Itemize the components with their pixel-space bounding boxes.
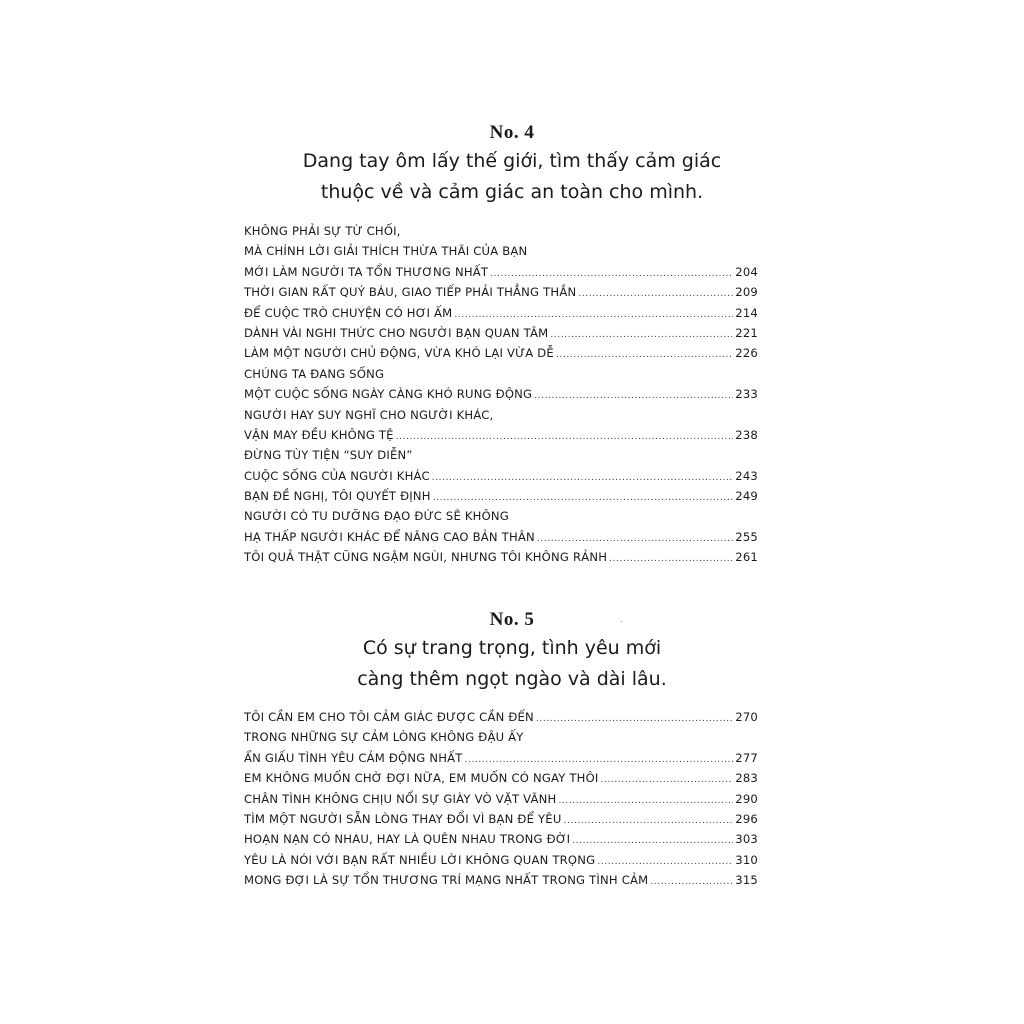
dot-leader — [396, 432, 734, 442]
dot-leader — [536, 714, 733, 724]
toc-entry — [244, 367, 758, 387]
toc-entry — [244, 730, 758, 750]
toc-entry-title: TÌM MỘT NGƯỜI SẴN LÒNG THAY ĐỔI VÌ BẠN ĐỂ YÊU — [244, 811, 562, 826]
toc-entry — [244, 550, 758, 570]
toc-entry-page-number: 249 — [735, 489, 758, 504]
dot-leader — [537, 534, 733, 544]
toc-entry-title: CHÚNG TA ĐANG SỐNG — [244, 366, 385, 381]
dot-leader — [490, 269, 733, 279]
toc-entry-page-number: 204 — [735, 264, 758, 279]
dot-leader — [433, 493, 734, 503]
dot-leader — [564, 816, 734, 826]
toc-entry-title: THỜI GIAN RẤT QUÝ BÁU, GIAO TIẾP PHẢI THẲNG THẮN — [244, 285, 577, 300]
toc-entry-title: CUỘC SỐNG CỦA NGƯỜI KHÁC — [244, 468, 430, 483]
toc-entry-page-number: 221 — [735, 325, 758, 340]
toc-entry-page-number: 209 — [735, 285, 758, 300]
toc-entry — [244, 873, 758, 893]
toc-entry — [244, 771, 758, 791]
toc-entry-page-number: 261 — [735, 550, 758, 565]
toc-entry — [244, 751, 758, 771]
toc-entry — [244, 469, 758, 489]
section-subtitle-line: Có sự trang trọng, tình yêu mới — [362, 637, 662, 659]
toc-entry-title: CHÂN TÌNH KHÔNG CHỊU NỔI SỰ GIÀY VÒ VẶT VÃNH — [244, 791, 557, 806]
toc-entry-title: LÀM MỘT NGƯỜI CHỦ ĐỘNG, VỪA KHÓ LẠI VỪA DỄ — [244, 346, 554, 361]
toc-entry-title: MONG ĐỢI LÀ SỰ TỔN THƯƠNG TRÍ MẠNG NHẤT TRONG TÌNH CẢM — [244, 873, 649, 888]
dot-leader — [465, 755, 734, 765]
toc-entry — [244, 265, 758, 285]
toc-entry — [244, 428, 758, 448]
toc-entry — [244, 489, 758, 509]
toc-entry-page-number: 238 — [735, 427, 758, 442]
toc-entry-title: NGƯỜI CÓ TU DƯỠNG ĐẠO ĐỨC SẼ KHÔNG — [244, 509, 509, 524]
toc-entry-title: NGƯỜI HAY SUY NGHĨ CHO NGƯỜI KHÁC, — [244, 407, 494, 422]
toc-entry — [244, 224, 758, 244]
toc-entry — [244, 832, 758, 852]
toc-entry-page-number: 303 — [735, 832, 758, 847]
dot-leader — [432, 473, 734, 483]
dot-leader — [534, 391, 733, 401]
toc-entry — [244, 530, 758, 550]
toc-entry-title: HOẠN NẠN CÓ NHAU, HAY LÀ QUÊN NHAU TRONG ĐỜI — [244, 832, 571, 847]
dot-leader — [578, 289, 733, 299]
toc-entry-page-number: 243 — [735, 468, 758, 483]
dot-leader — [650, 877, 733, 887]
toc-entry-title: MỚI LÀM NGƯỜI TA TỔN THƯƠNG NHẤT — [244, 264, 489, 279]
toc-entry-page-number: 214 — [735, 305, 758, 320]
toc-entry — [244, 448, 758, 468]
toc-entry-title: TRONG NHỮNG SỰ CẢM LÒNG KHÔNG ĐẬU ẤY — [244, 730, 524, 745]
toc-entry-title: EM KHÔNG MUỐN CHỜ ĐỢI NỮA, EM MUỐN CÓ NGAY THÔI — [244, 771, 599, 786]
toc-entry — [244, 792, 758, 812]
section-subtitle-line: càng thêm ngọt ngào và dài lâu. — [357, 668, 667, 690]
section-subtitle-line: Dang tay ôm lấy thế giới, tìm thấy cảm giác — [302, 150, 722, 172]
toc-entry-title: ĐỪNG TÙY TIỆN “SUY DIỄN” — [244, 448, 413, 463]
dot-leader — [609, 554, 733, 564]
toc-entry — [244, 285, 758, 305]
toc-list — [244, 710, 758, 894]
toc-entry-title: DÀNH VÀI NGHI THỨC CHO NGƯỜI BẠN QUAN TÂM — [244, 325, 549, 340]
toc-entry — [244, 408, 758, 428]
toc-entry — [244, 346, 758, 366]
section-number: No. 5 — [489, 609, 535, 630]
toc-entry-page-number: 290 — [735, 791, 758, 806]
toc-entry-page-number: 277 — [735, 750, 758, 765]
toc-entry — [244, 853, 758, 873]
toc-entry-title: ĐỂ CUỘC TRÒ CHUYỆN CÓ HƠI ẤM — [244, 305, 453, 320]
toc-entry-title: KHÔNG PHẢI SỰ TỪ CHỐI, — [244, 224, 401, 238]
toc-entry-title: HẠ THẤP NGƯỜI KHÁC ĐỂ NÂNG CAO BẢN THÂN — [244, 529, 535, 544]
toc-entry-page-number: 315 — [735, 873, 758, 888]
dot-leader — [556, 350, 733, 360]
toc-entry-page-number: 255 — [735, 529, 758, 544]
dot-leader — [454, 310, 733, 320]
dot-leader — [558, 796, 733, 806]
toc-entry-title: TÔI QUẢ THẬT CŨNG NGẬM NGÙI, NHƯNG TÔI KHÔNG RẢNH — [244, 550, 608, 565]
toc-entry — [244, 509, 758, 529]
toc-entry — [244, 387, 758, 407]
toc-entry — [244, 326, 758, 346]
toc-entry-title: TÔI CẦN EM CHO TÔI CẢM GIÁC ĐƯỢC CẦN ĐẾN — [244, 710, 534, 724]
toc-entry-page-number: 226 — [735, 346, 758, 361]
toc-entry-page-number: 283 — [735, 771, 758, 786]
toc-entry — [244, 244, 758, 264]
toc-entry-page-number: 310 — [735, 852, 758, 867]
toc-entry — [244, 812, 758, 832]
section-subtitle-line: thuộc về và cảm giác an toàn cho mình. — [320, 181, 704, 203]
toc-entry-title: BẠN ĐỀ NGHỊ, TÔI QUYẾT ĐỊNH — [244, 489, 431, 504]
toc-entry-title: MÀ CHÍNH LỜI GIẢI THÍCH THỪA THÃI CỦA BẠN — [244, 244, 528, 259]
dot-leader — [601, 775, 734, 785]
toc-entry — [244, 306, 758, 326]
paper-speck — [621, 621, 622, 622]
toc-entry-title: YÊU LÀ NÓI VỚI BẠN RẤT NHIỀU LỜI KHÔNG QUAN TRỌNG — [244, 852, 596, 867]
toc-entry-page-number: 296 — [735, 811, 758, 826]
dot-leader — [597, 857, 733, 867]
toc-entry — [244, 710, 758, 730]
toc-entry-page-number: 270 — [735, 710, 758, 724]
toc-list — [244, 224, 758, 571]
toc-entry-title: ẨN GIẤU TÌNH YÊU CẢM ĐỘNG NHẤT — [244, 750, 463, 765]
toc-entry-title: MỘT CUỘC SỐNG NGÀY CÀNG KHÓ RUNG ĐỘNG — [244, 387, 533, 402]
dot-leader — [550, 330, 733, 340]
dot-leader — [572, 836, 733, 846]
toc-entry-title: VẬN MAY ĐỀU KHÔNG TỆ — [244, 427, 394, 442]
section-number: No. 4 — [489, 122, 535, 143]
toc-entry-page-number: 233 — [735, 387, 758, 402]
